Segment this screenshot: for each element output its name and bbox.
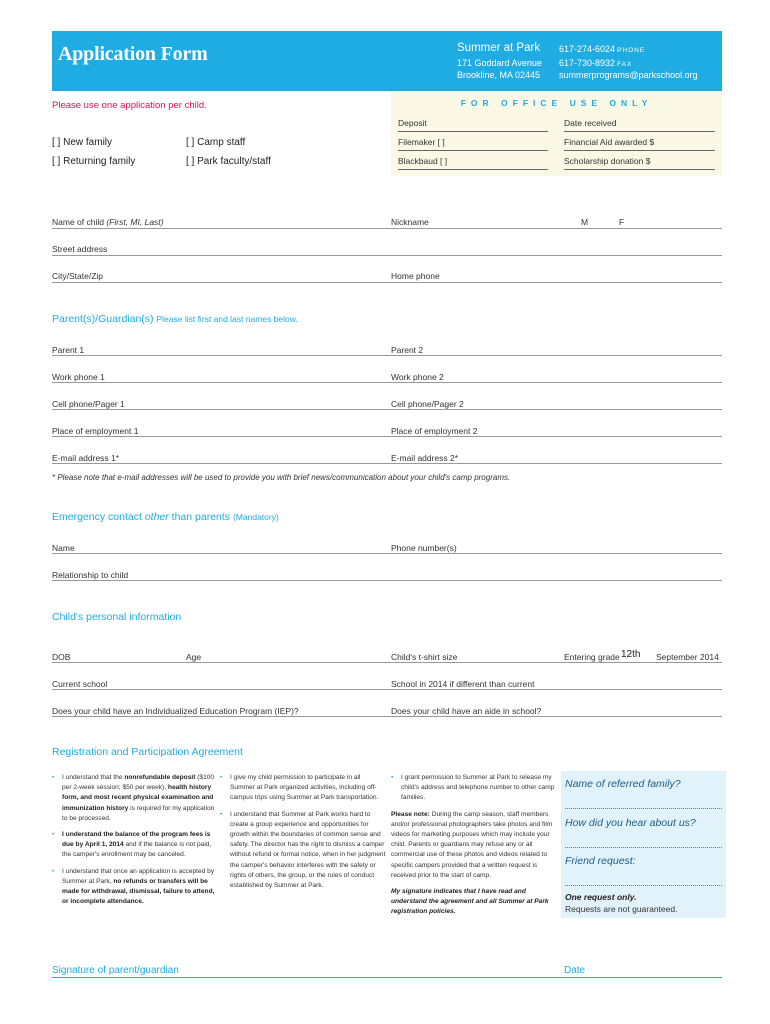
agreement-column-1 (52, 773, 216, 913)
one-request-note: One request only. (565, 892, 637, 902)
org-email: summerprograms@parkschool.org (559, 70, 698, 80)
school-2014-label: School in 2014 if different than current (391, 679, 535, 689)
phone-tag: PHONE (617, 47, 646, 54)
org-address-line2: Brookline, MA 02445 (457, 70, 541, 80)
email1-label: E-mail address 1* (52, 453, 120, 463)
child-name-hint: (First, MI, Last) (106, 217, 164, 227)
age-label: Age (186, 652, 202, 662)
current-school-label: Current school (52, 679, 108, 689)
one-application-note: Please use one application per child. (52, 100, 207, 111)
fax-number: 617-730-8932 (559, 58, 616, 68)
signature-label: Signature of parent/guardian (52, 965, 179, 976)
agreement-column-3 (391, 773, 555, 924)
nickname-label: Nickname (391, 217, 429, 227)
child-name-label (52, 217, 163, 227)
male-option[interactable]: M (581, 217, 589, 227)
referral-box (561, 771, 726, 918)
cell-line[interactable] (52, 409, 722, 410)
agreement-column-2 (220, 773, 386, 897)
office-use-title: FOR OFFICE USE ONLY (460, 98, 653, 108)
emergency-heading-sub: (Mandatory) (232, 512, 279, 522)
employment-line[interactable] (52, 436, 722, 437)
aide-question: Does your child have an aide in school? (391, 706, 542, 716)
parent1-label: Parent 1 (52, 345, 85, 355)
address-release-clause: • I grant permission to Summer at Park to release my child's address and telephone number to other camp families. (391, 774, 555, 802)
camp-staff-checkbox[interactable]: [ ] Camp staff (186, 137, 246, 148)
fax-tag: FAX (617, 61, 633, 68)
child-name-line[interactable] (52, 228, 722, 229)
work-phone2-label: Work phone 2 (391, 372, 444, 382)
date-received-field[interactable]: Date received (564, 118, 715, 132)
personal-info-heading: Child's personal information (52, 611, 182, 623)
emergency-heading-c: than parents (171, 511, 231, 523)
org-fax (559, 58, 632, 68)
dob-line[interactable] (52, 662, 722, 663)
emergency-name-label: Name (52, 543, 75, 553)
entering-grade-when: September 2014 (656, 652, 719, 662)
org-phone (559, 44, 645, 54)
referred-family-line[interactable] (565, 808, 722, 809)
new-family-checkbox[interactable]: [ ] New family (52, 137, 113, 148)
agreement-heading: Registration and Participation Agreement (52, 746, 243, 758)
returning-family-checkbox[interactable]: [ ] Returning family (52, 156, 136, 167)
filemaker-field[interactable]: Filemaker [ ] (398, 137, 548, 151)
email-note: * Please note that e-mail addresses will be used to provide you with brief news/communication about your child's camp programs. (52, 473, 511, 482)
blackbaud-field[interactable]: Blackbaud [ ] (398, 156, 548, 170)
date-label: Date (564, 965, 586, 976)
emergency-phone-label: Phone number(s) (391, 543, 457, 553)
deposit-field[interactable]: Deposit (398, 118, 548, 132)
dismissal-clause: • I understand that Summer at Park works hard to create a group experience and opportunities for growth within the boundaries of common sense and safety. The director has the right to dismiss a camper without refund or formal notice, when in her judgment the camper's behavior interferes with the safety or rights of others, the group, or the rules of conduct established by Summer at Park. (220, 810, 386, 890)
hear-about-us-line[interactable] (565, 847, 722, 848)
parent2-label: Parent 2 (391, 345, 424, 355)
emergency-heading-a: Emergency contact (52, 511, 142, 523)
home-phone-label: Home phone (391, 271, 440, 281)
refund-clause: • I understand that once an application is accepted by Summer at Park, no refunds or transfers will be made for withdrawal, dismissal, failure to attend, or incomplete attendance. (52, 867, 215, 906)
hear-about-us-question: How did you hear about us? (565, 817, 696, 829)
tshirt-label: Child's t-shirt size (391, 652, 458, 662)
phone-number: 617-274-6024 (559, 44, 616, 54)
signature-acknowledgement: My signature indicates that I have read and understand the agreement and all Summer at Park registration policies. (391, 888, 549, 916)
referred-family-question: Name of referred family? (565, 778, 681, 790)
entering-grade-label: Entering grade (564, 652, 620, 662)
emergency-heading (52, 511, 279, 523)
employment2-label: Place of employment 2 (391, 426, 478, 436)
relationship-label: Relationship to child (52, 570, 129, 580)
activities-permission-clause: • I give my child permission to participate in all Summer at Park organized activities, including off-campus trips using Summer at Park transportation. (220, 774, 379, 802)
park-faculty-checkbox[interactable]: [ ] Park faculty/staff (186, 156, 271, 167)
scholarship-field[interactable]: Scholarship donation $ (564, 156, 715, 170)
relationship-line[interactable] (52, 580, 722, 581)
cell1-label: Cell phone/Pager 1 (52, 399, 125, 409)
email-line[interactable] (52, 463, 722, 464)
financial-aid-field[interactable]: Financial Aid awarded $ (564, 137, 715, 151)
email2-label: E-mail address 2* (391, 453, 459, 463)
work-phone1-label: Work phone 1 (52, 372, 105, 382)
emergency-heading-b: other (144, 511, 169, 523)
balance-clause: • I understand the balance of the program fees is due by April 1, 2014 and if the balance is not paid, the camper's enrollment may be canceled. (52, 831, 212, 859)
female-option[interactable]: F (619, 217, 625, 227)
iep-line[interactable] (52, 716, 722, 717)
cell2-label: Cell phone/Pager 2 (391, 399, 464, 409)
parents-heading-sub: Please list first and last names below. (156, 314, 298, 324)
parents-heading (52, 313, 298, 325)
form-title: Application Form (58, 43, 208, 65)
org-address-line1: 171 Goddard Avenue (457, 58, 542, 68)
work-phone-line[interactable] (52, 382, 722, 383)
friend-request-question: Friend request: (565, 855, 636, 867)
photo-clause: Please note: During the camp season, staff members and/or professional photographers take photos and film videos for marketing purposes which may include your child. Parents or guardians may refuse any or all commercial use of these photos and videos related to specific campers provided that a written request is received prior to the start of camp. (391, 810, 553, 879)
child-name-text: Name of child (52, 217, 104, 227)
emergency-name-line[interactable] (52, 553, 722, 554)
dob-label: DOB (52, 652, 71, 662)
school-line[interactable] (52, 689, 722, 690)
org-name: Summer at Park (457, 42, 541, 54)
iep-question: Does your child have an Individualized Education Program (IEP)? (52, 706, 299, 716)
parents-heading-text: Parent(s)/Guardian(s) (52, 313, 154, 325)
not-guaranteed-note: Requests are not guaranteed. (565, 904, 678, 914)
friend-request-line[interactable] (565, 885, 722, 886)
parent-line[interactable] (52, 355, 722, 356)
street-address-line[interactable] (52, 255, 722, 256)
entering-grade-value[interactable]: 12th (621, 649, 641, 660)
deposit-clause: • I understand that the nonrefundable deposit ($100 per 2-week session; $50 per week), health history form, and most recent physical examination and immunization history is required for my application to be processed. (52, 774, 215, 822)
employment1-label: Place of employment 1 (52, 426, 139, 436)
office-use-box (391, 91, 722, 176)
street-address-label: Street address (52, 244, 108, 254)
signature-line[interactable] (52, 977, 722, 978)
city-state-zip-label: City/State/Zip (52, 271, 104, 281)
header-banner (52, 31, 722, 91)
city-phone-line[interactable] (52, 282, 722, 283)
